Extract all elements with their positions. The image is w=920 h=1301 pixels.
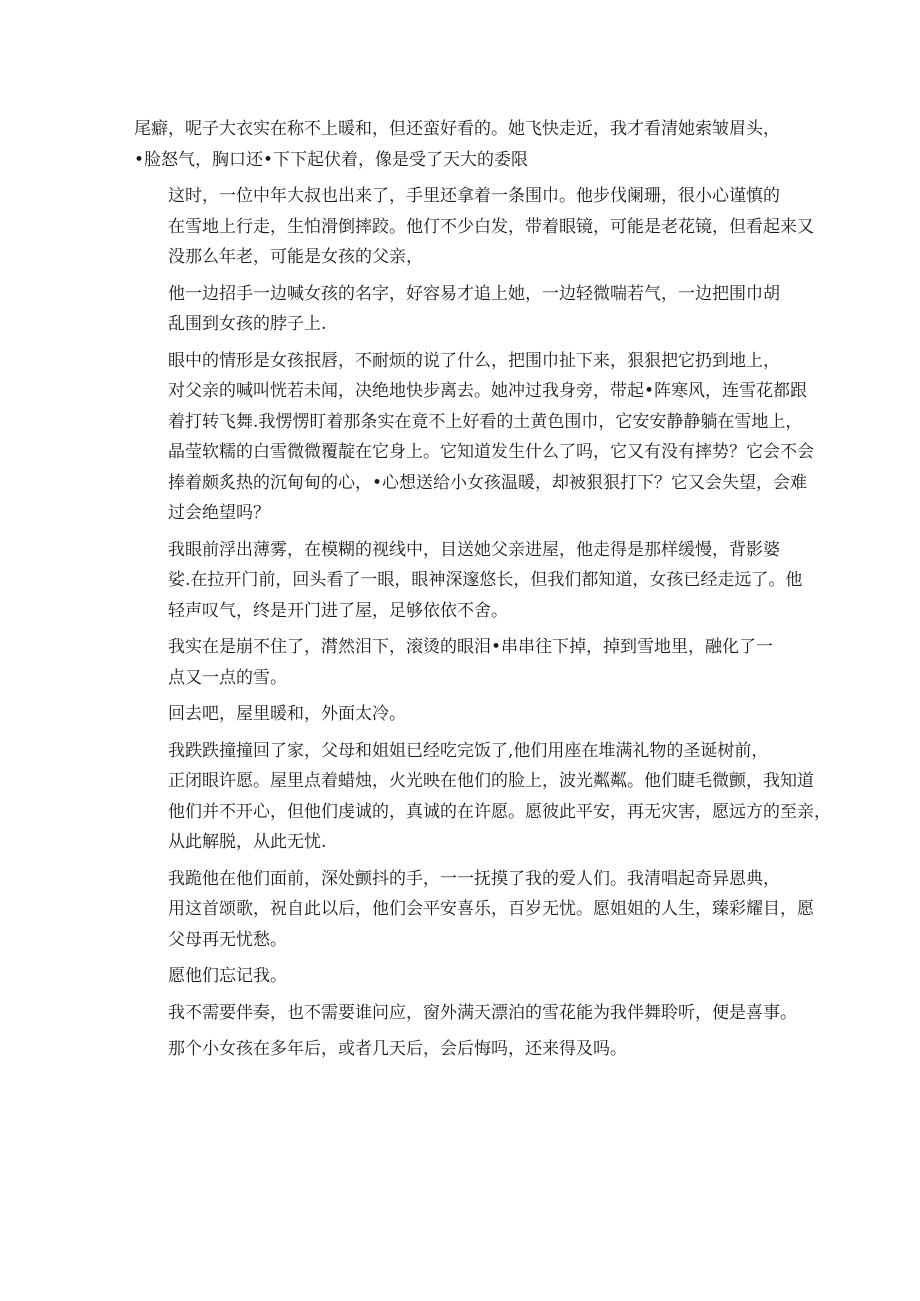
paragraph (134, 736, 831, 858)
paragraph (134, 181, 814, 273)
text-line: 父母再无忧愁。 (168, 929, 287, 950)
text-line: 从此解脱，从此无忧. (168, 832, 327, 852)
paragraph (134, 864, 814, 956)
text-line: 娑.在拉开门前，回头看了一眼，眼神深邃悠长，但我们都知道，女孩已经走远了。他 (168, 570, 803, 590)
text-line: 我不需要伴奏，也不需要谁问应，窗外满天漂泊的雪花能为我伴舞聆听，便是喜事。 (168, 1002, 797, 1023)
text-line: 我眼前浮出薄雾，在模糊的视线中，目送她父亲进屋，他走得是那样缓慢，背影婆 (168, 539, 780, 560)
text-line: 回去吧，屋里暖和，外面太冷。 (168, 704, 406, 724)
text-line: 没那么年老，可能是女孩的父亲， (168, 247, 423, 267)
text-line: 过会绝望吗？ (168, 503, 270, 523)
text-line: 他们并不开心，但他们虔诚的，真诚的在许愿。愿彼此平安，再无灾害，愿远方的至亲， (168, 801, 831, 822)
text-line: 乱围到女孩的脖子上. (168, 314, 327, 334)
text-line: 用这首颂歌，祝自此以后，他们会平安喜乐，百岁无忧。愿姐姐的人生，臻彩耀目，愿 (168, 899, 814, 919)
text-line: 这时，一位中年大叔也出来了，手里还拿着一条围巾。他步伐阑珊，很小心谨慎的 (168, 186, 780, 206)
text-line: 点又一点的雪。 (168, 667, 287, 688)
text-line: 在雪地上行走，生怕滑倒摔跤。他仃不少白发，带着眼镜，可能是老花镜，但看起来又 (168, 216, 814, 237)
paragraph (134, 114, 784, 175)
text-line: 愿他们忘记我。 (168, 966, 287, 986)
text-line: 那个小女孩在多年后，或者几天后，会后悔吗，还来得及吗。 (168, 1039, 627, 1059)
paragraph (134, 346, 814, 529)
text-line: 轻声叹气，终是开门进了屋，足够依依不舍。 (168, 600, 508, 621)
paragraph (134, 279, 784, 340)
text-line: 晶莹软糯的白雪微微覆靛在它身上。它知道发生什么了吗，它又有没有摔势？它会不会 (168, 442, 814, 462)
paragraph (134, 535, 803, 627)
text-line: 着打转飞舞.我愣愣盯着那条实在竟不上好看的土黄色围巾，它安安静静躺在雪地上， (168, 411, 803, 432)
paragraph (134, 961, 784, 992)
text-line: 尾癖，呢子大衣实在称不上暖和，但还蛮好看的。她飞快走近，我才看清她索皱眉头， (134, 119, 780, 139)
paragraph (134, 998, 797, 1029)
paragraph (134, 1034, 784, 1065)
text-line: 我实在是崩不住了，潸然泪下，滚烫的眼泪•串串往下掉，掉到雪地里，融化了一 (168, 637, 774, 657)
text-line: 捧着颇炙热的沉甸甸的心，•心想送给小女孩温暖，却被狠狠打下？它又会失望，会难 (168, 472, 808, 493)
text-line: 正闭眼许愿。屋里点着蜡烛，火光映在他们的脸上，波光粼粼。他们睫毛微颤，我知道 (168, 771, 814, 791)
text-line: 我跪他在他们面前，深处颤抖的手，一一抚摸了我的爱人们。我清唱起奇异恩典， (168, 868, 780, 889)
paragraph (134, 632, 784, 693)
text-line: •脸怒气，胸口还•下下起伏着，像是受了天大的委限 (134, 149, 529, 170)
text-line: 他一边招手一边喊女孩的名字，好容易才追上她，一边轻微喘若气，一边把围巾胡 (168, 283, 780, 304)
text-line: 对父亲的喊叫恍若未闻，决绝地快步离去。她冲过我身旁，带起•阵寒风，连雪花都跟 (168, 381, 808, 401)
text-line: 我跌跌撞撞回了家，父母和姐姐已经吃完饭了,他们用座在堆满礼物的圣诞树前， (168, 740, 769, 761)
paragraph (134, 699, 784, 730)
text-line: 眼中的情形是女孩抿唇，不耐烦的说了什么，把围巾扯下来，狠狠把它扔到地上， (168, 350, 780, 371)
document-body (134, 114, 831, 1071)
